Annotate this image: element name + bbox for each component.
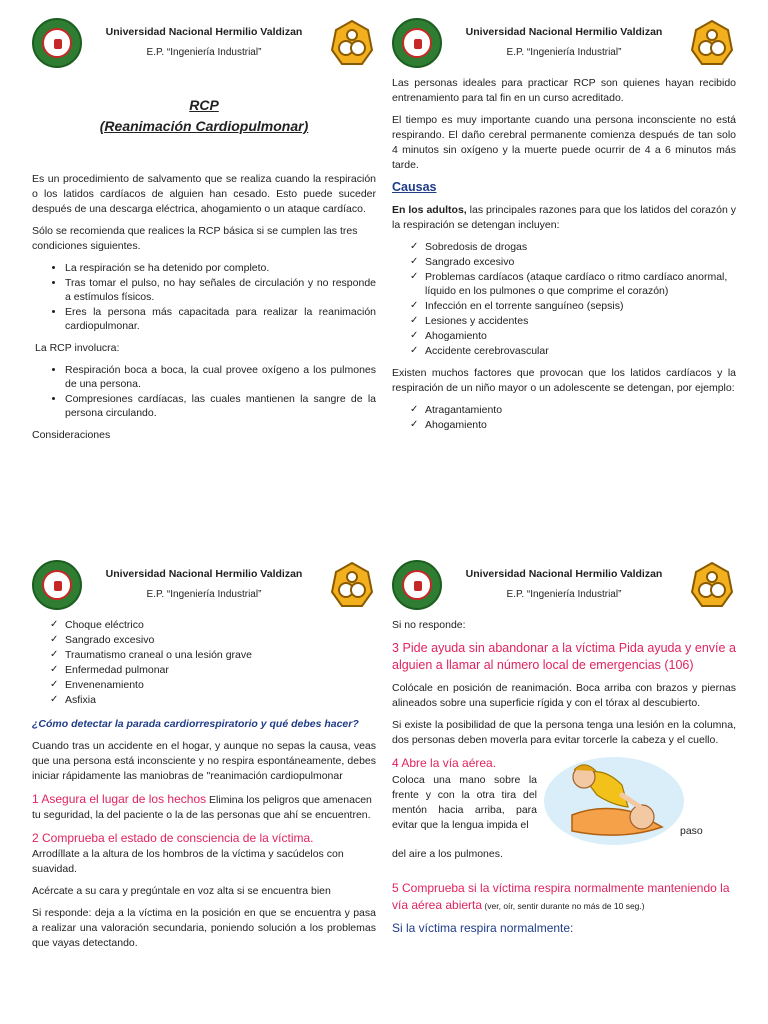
no-response-label: Si no responde: <box>392 619 466 631</box>
step-2-responds: Si responde: deja a la víctima en la posición en que se encuentra y pasa a realizar una valoración secundaria, poniendo solución a los problemas que vayas detectando. <box>32 907 376 949</box>
step-2-text: Arrodíllate a la altura de los hombros de la víctima y sacúdelos con suavidad. <box>32 848 344 875</box>
list-item: ✓ Choque eléctrico <box>50 618 376 632</box>
step-1 <box>32 791 376 823</box>
list-item: ✓ Lesiones y accidentes <box>410 314 736 328</box>
list-item: ✓ Infección en el torrente sanguíneo (sepsis) <box>410 299 736 313</box>
list-item: • La respiración se ha detenido por completo. <box>65 261 376 275</box>
list-item: ✓ Ahogamiento <box>410 329 736 343</box>
industrial-gear-logo <box>328 18 376 68</box>
step-1-text: Elimina los peligros que amenacen tu seguridad, la del paciente o la de las personas que ahí se encuentren. <box>32 794 372 821</box>
university-name: Universidad Nacional Hermilio Valdizan <box>465 568 663 580</box>
list-item: • Eres la persona más capacitada para realizar la reanimación cardiopulmonar. <box>65 305 376 333</box>
school-name: E.P. “Ingeniería Industrial” <box>146 589 262 600</box>
step-2-title: 2 Comprueba el estado de consciencia de la víctima. <box>32 831 314 845</box>
step-4-paso: paso <box>680 825 703 837</box>
adults-paragraph <box>392 203 736 233</box>
list-item: ✓ Asfixia <box>50 693 376 707</box>
step-1-title: 1 Asegura el lugar de los hechos <box>32 792 207 806</box>
training-paragraph: Las personas ideales para practicar RCP son quienes hayan recibido entrenamiento para tal fin en un curso acreditado. <box>392 77 736 104</box>
list-item: ✓ Sangrado excesivo <box>410 255 736 269</box>
position-paragraph: Colócale en posición de reanimación. Boca arriba con brazos y piernas alineados sobre una superficie rígida y con el tórax al descubierto. <box>392 682 736 709</box>
industrial-gear-logo <box>328 560 376 610</box>
step-2-ask: Acércate a su cara y pregúntale en voz alta si se encuentra bien <box>32 885 331 897</box>
step-4-block <box>392 755 736 851</box>
involves-intro: La RCP involucra: <box>35 342 120 354</box>
school-name: E.P. “Ingeniería Industrial” <box>146 47 262 58</box>
school-name: E.P. “Ingeniería Industrial” <box>506 589 622 600</box>
considerations-label: Consideraciones <box>32 429 111 441</box>
page-3 <box>32 560 376 958</box>
document-title: RCP <box>189 97 219 113</box>
list-item: ✓ Sangrado excesivo <box>50 633 376 647</box>
time-paragraph: El tiempo es muy importante cuando una persona inconsciente no está respirando. El daño cerebral permanente comienza después de tan solo 4 minutos sin oxígeno y la muerte puede ocurrir de 4 a 6 minutos más tarde. <box>392 114 736 171</box>
list-item: • Tras tomar el pulso, no hay señales de circulación y no responde a estímulos físicos. <box>65 276 376 304</box>
list-item: ✓ Accidente cerebrovascular <box>410 344 736 358</box>
children-paragraph: Existen muchos factores que provocan que los latidos cardíacos y la respiración de un niño mayor o un adolescente se detengan, por ejemplo: <box>392 367 736 394</box>
document-subtitle: (Reanimación Cardiopulmonar) <box>99 118 309 134</box>
list-item: • Compresiones cardíacas, las cuales mantienen la sangre de la persona circulando. <box>65 392 376 420</box>
list-item: ✓ Envenenamiento <box>50 678 376 692</box>
list-item: ✓ Problemas cardíacos (ataque cardíaco o ritmo cardíaco anormal, líquido en los pulmones o que comprime el corazón) <box>410 270 736 298</box>
list-item: ✓ Ahogamiento <box>410 418 736 432</box>
more-causes-list <box>32 618 376 707</box>
step-4-title: 4 Abre la vía aérea. <box>392 756 497 770</box>
page-1 <box>32 18 376 450</box>
causas-heading: Causas <box>392 180 437 194</box>
university-name: Universidad Nacional Hermilio Valdizan <box>465 26 663 38</box>
step-3-title: 3 Pide ayuda sin abandonar a la víctima Pida ayuda y envíe a alguien a llamar al número local de emergencias (106) <box>392 641 736 672</box>
detection-intro: Cuando tras un accidente en el hogar, y aunque no sepas la causa, veas que una persona está inconsciente y no respira espontáneamente, debes iniciar rápidamente las maniobras de "reanimación cardiopulmonar <box>32 740 376 782</box>
university-name: Universidad Nacional Hermilio Valdizan <box>105 568 303 580</box>
adult-causes-list <box>392 240 736 358</box>
page-header <box>32 560 376 618</box>
school-name: E.P. “Ingeniería Industrial” <box>506 47 622 58</box>
child-causes-list <box>392 403 736 432</box>
step-4-end: del aire a los pulmones. <box>392 848 503 860</box>
detection-question: ¿Cómo detectar la parada cardiorrespiratorio y qué debes hacer? <box>32 718 359 730</box>
university-name: Universidad Nacional Hermilio Valdizan <box>105 26 303 38</box>
page-header <box>392 18 736 76</box>
industrial-gear-logo <box>688 560 736 610</box>
list-item: ✓ Enfermedad pulmonar <box>50 663 376 677</box>
adults-bold: En los adultos, <box>392 204 467 216</box>
list-item: ✓ Traumatismo craneal o una lesión grave <box>50 648 376 662</box>
page-header <box>392 560 736 618</box>
page-2 <box>392 18 736 440</box>
step-5-title: 5 Comprueba si la víctima respira normalmente manteniendo la vía aérea abierta <box>392 881 730 912</box>
list-item: ✓ Sobredosis de drogas <box>410 240 736 254</box>
adults-text: las principales razones para que los latidos del corazón y la respiración se detengan incluyen: <box>392 204 736 231</box>
spine-paragraph: Si existe la posibilidad de que la persona tenga una lesión en la columna, dos personas deben moverla para evitar torcerle la cabeza y el cuello. <box>392 719 736 746</box>
intro-paragraph: Es un procedimiento de salvamento que se realiza cuando la respiración o los latidos cardíacos de alguien han cesado. Esto puede suceder después de una descarga eléctrica, ahogamiento o un ataque cardíaco. <box>32 173 376 215</box>
airway-opening-illustration <box>542 755 687 847</box>
page-4 <box>392 560 736 943</box>
involves-list <box>32 363 376 420</box>
list-item: ✓ Atragantamiento <box>410 403 736 417</box>
step-5 <box>392 880 736 914</box>
list-item: • Respiración boca a boca, la cual provee oxígeno a los pulmones de una persona. <box>65 363 376 391</box>
step-4-text: Coloca una mano sobre la frente y con la otra tira del mentón hacia arriba, para evitar que la lengua impida el <box>392 774 537 831</box>
page-header <box>32 18 376 98</box>
breathing-label: Si la víctima respira normalmente: <box>392 921 574 935</box>
conditions-intro: Sólo se recomienda que realices la RCP básica si se cumplen las tres condiciones siguientes. <box>32 225 358 252</box>
industrial-gear-logo <box>688 18 736 68</box>
step-5-note: (ver, oír, sentir durante no más de 10 seg.) <box>482 901 645 911</box>
conditions-list <box>32 261 376 333</box>
